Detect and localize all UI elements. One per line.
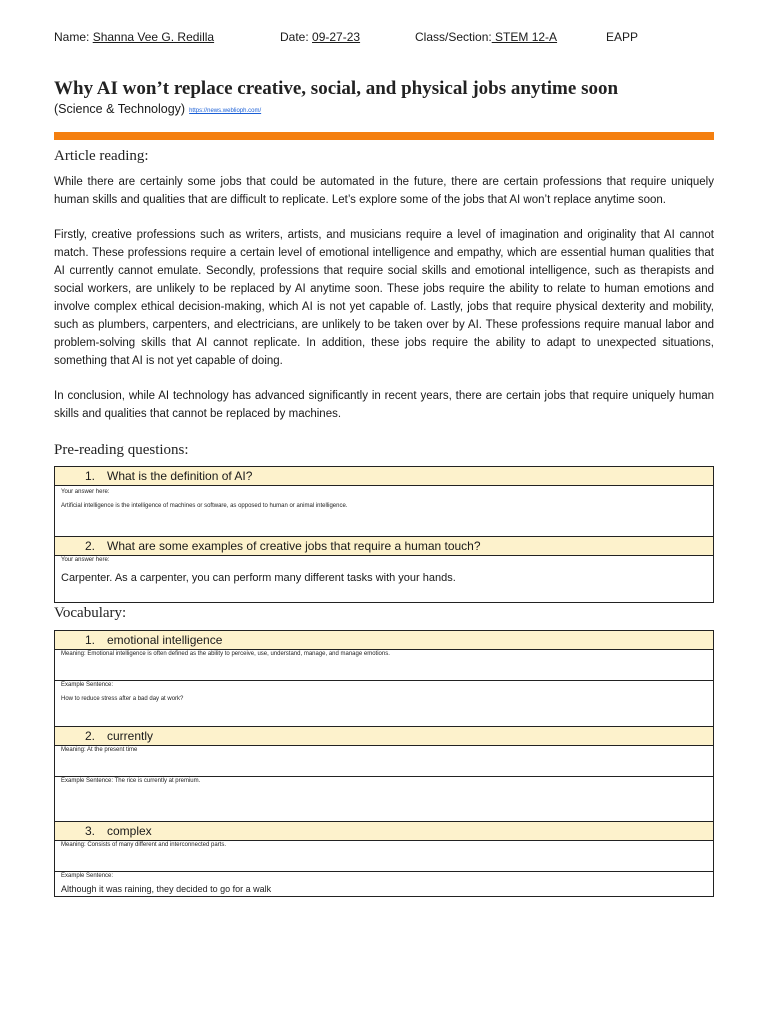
article-paragraph-2: Firstly, creative professions such as writers, artists, and musicians require a level of imagination and originality that AI cannot match. These professions require a certain level of emotional intelligence and empathy, which are essential human qualities that AI currently cannot emulate. Secondly, professions that require social skills and emotional intelligence, such as therapists and social workers, are unlikely to be replaced by AI anytime soon. These jobs require the ability to relate to human emotions and involve complex ethical decision-making, which AI is not yet capable of. Lastly, jobs that require physical dexterity and mobility, such as plumbers, carpenters, and electricians, are unlikely to be taken over by AI. These professions require manual labor and problem-solving skills that AI cannot replicate. In addition, these jobs require the ability to adapt to unexpected situations, something that AI is not yet capable of doing. xyxy=(54,229,714,367)
answer-text: Artificial intelligence is the intelligence of machines or software, as opposed to human or animal intelligence. xyxy=(61,503,348,509)
vocabulary-heading: Vocabulary: xyxy=(54,605,127,621)
question-text: What are some examples of creative jobs that require a human touch? xyxy=(107,539,481,553)
class-label: Class/Section: xyxy=(415,30,492,44)
name-value: Shanna Vee G. Redilla xyxy=(92,30,215,44)
meaning-text: Meaning: Consists of many different and interconnected parts. xyxy=(61,842,226,848)
question-text: What is the definition of AI? xyxy=(107,469,253,483)
date-field xyxy=(280,30,360,44)
question-1-header xyxy=(55,467,713,486)
prereading-heading: Pre-reading questions: xyxy=(54,442,189,458)
vocab-word: currently xyxy=(107,729,154,743)
student-info-row xyxy=(54,30,714,48)
example-label: Example Sentence: xyxy=(61,873,114,879)
subject-label: EAPP xyxy=(606,30,639,44)
vocab-1-meaning-cell[interactable] xyxy=(55,650,713,681)
article-category xyxy=(54,102,261,116)
date-value: 09-27-23 xyxy=(312,30,361,44)
vocab-3-meaning-cell[interactable] xyxy=(55,841,713,872)
vocab-number: 1. xyxy=(85,633,96,647)
vocab-word: complex xyxy=(107,824,152,838)
question-2-header xyxy=(55,537,713,556)
meaning-text: Meaning: At the present time xyxy=(61,747,138,753)
vocab-2-example-cell[interactable] xyxy=(55,777,713,822)
prereading-table xyxy=(54,466,714,603)
vocab-3-example-cell[interactable] xyxy=(55,872,713,896)
name-field xyxy=(54,30,214,44)
answer-label: Your answer here: xyxy=(61,489,110,495)
vocab-2-meaning-cell[interactable] xyxy=(55,746,713,777)
article-paragraph-3: In conclusion, while AI technology has advanced significantly in recent years, there are certain jobs that require uniquely human skills and qualities that cannot be replaced by machines. xyxy=(54,390,714,420)
article-heading: Article reading: xyxy=(54,148,149,164)
name-label: Name: xyxy=(54,30,90,44)
vocab-2-header xyxy=(55,727,713,746)
example-label: Example Sentence: xyxy=(61,682,114,688)
answer-2-cell[interactable] xyxy=(55,556,713,602)
vocabulary-table xyxy=(54,630,714,897)
meaning-text: Meaning: Emotional intelligence is often defined as the ability to perceive, use, understand, manage, and manage emotions. xyxy=(61,651,390,657)
example-text: How to reduce stress after a bad day at work? xyxy=(61,696,184,702)
vocab-3-header xyxy=(55,822,713,841)
example-text: Although it was raining, they decided to go for a walk xyxy=(61,884,272,894)
vocab-1-header xyxy=(55,631,713,650)
answer-1-cell[interactable] xyxy=(55,486,713,537)
class-value: STEM 12-A xyxy=(491,30,558,44)
answer-label: Your answer here: xyxy=(61,557,110,563)
orange-divider xyxy=(54,132,714,140)
category-text: (Science & Technology) xyxy=(54,102,186,116)
date-label: Date: xyxy=(280,30,309,44)
example-text: Example Sentence: The rice is currently at premium. xyxy=(61,778,201,784)
source-link[interactable]: https://news.weblioph.com/ xyxy=(189,108,262,114)
vocab-number: 3. xyxy=(85,824,96,838)
vocab-1-example-cell[interactable] xyxy=(55,681,713,727)
vocab-number: 2. xyxy=(85,729,96,743)
article-title: Why AI won’t replace creative, social, and physical jobs anytime soon xyxy=(54,78,619,99)
question-number: 1. xyxy=(85,469,96,483)
question-number: 2. xyxy=(85,539,96,553)
answer-text: Carpenter. As a carpenter, you can perform many different tasks with your hands. xyxy=(61,572,456,584)
class-section-field xyxy=(415,30,557,44)
vocab-word: emotional intelligence xyxy=(107,633,223,647)
article-paragraph-1: While there are certainly some jobs that could be automated in the future, there are certain professions that require uniquely human skills and qualities that are difficult to replicate. Let’s explore some of the jobs that AI won’t replace anytime soon. xyxy=(54,176,714,206)
